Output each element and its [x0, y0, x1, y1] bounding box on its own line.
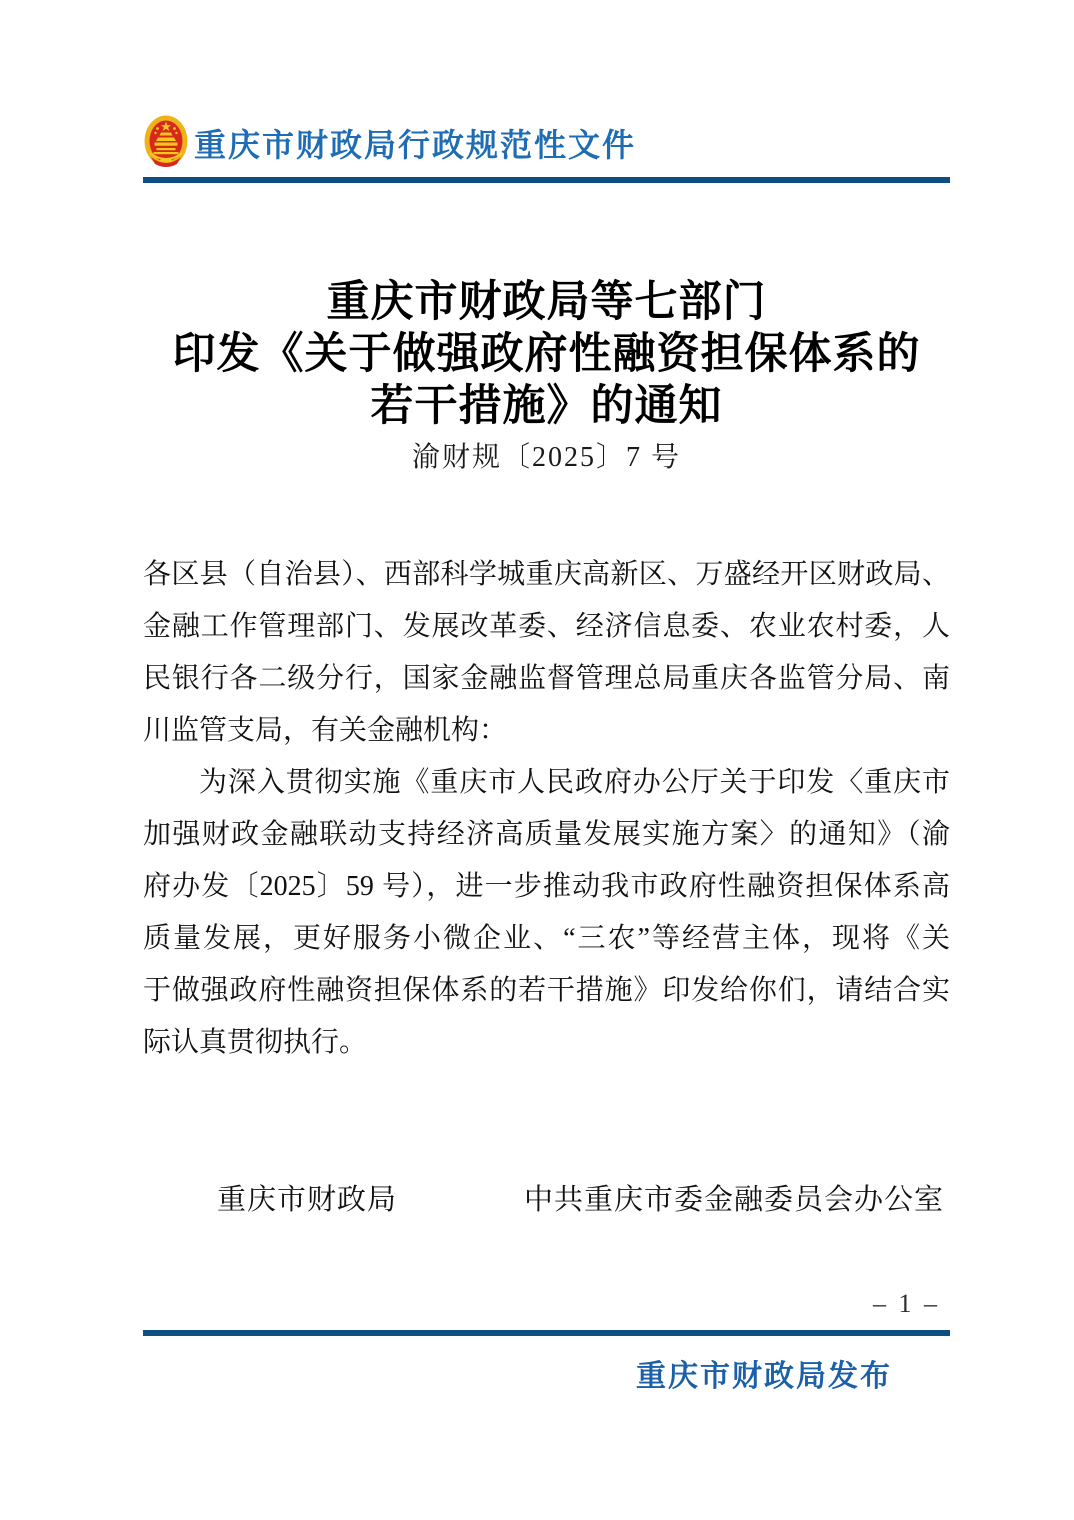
title-line-3: 若干措施》的通知	[370, 383, 723, 430]
header-brand-row	[143, 114, 950, 170]
title-line-2: 印发《关于做强政府性融资担保体系的	[172, 331, 921, 378]
title-line-1: 重庆市财政局等七部门	[326, 279, 767, 326]
body-line: 为深入贯彻实施《重庆市人民政府办公厅关于印发〈重庆市	[199, 767, 950, 798]
body-line: 于做强政府性融资担保体系的若干措施》印发给你们，请结合实	[143, 975, 950, 1006]
letter-body	[143, 549, 950, 1069]
page-number: – 1 –	[873, 1289, 940, 1318]
body-line: 加强财政金融联动支持经济高质量发展实施方案〉的通知》（渝	[143, 819, 950, 850]
publisher-label: 重庆市财政局发布	[636, 1360, 892, 1393]
national-emblem-icon	[143, 115, 189, 170]
body-line: 际认真贯彻执行。	[143, 1027, 368, 1058]
signature-row	[143, 1180, 950, 1220]
body-line: 川监管支局，有关金融机构：	[143, 715, 508, 746]
body-line: 民银行各二级分行，国家金融监督管理总局重庆各监管分局、南	[143, 663, 950, 694]
header-agency-label: 重庆市财政局行政规范性文件	[194, 127, 637, 163]
header-divider	[143, 177, 950, 183]
body-line: 府办发〔2025〕59 号），进一步推动我市政府性融资担保体系高	[143, 871, 950, 902]
body-line: 各区县（自治县）、西部科学城重庆高新区、万盛经开区财政局、	[143, 559, 950, 590]
signature-right-agency: 中共重庆市委金融委员会办公室	[523, 1184, 944, 1216]
document-header	[143, 114, 950, 183]
signature-left-agency: 重庆市财政局	[217, 1184, 398, 1216]
document-number: 渝财规〔2025〕7 号	[411, 442, 681, 473]
body-line: 质量发展，更好服务小微企业、“三农”等经营主体，现将《关	[143, 923, 950, 954]
body-line: 金融工作管理部门、发展改革委、经济信息委、农业农村委，人	[143, 611, 950, 642]
footer-divider	[143, 1330, 950, 1336]
document-title	[143, 277, 950, 433]
